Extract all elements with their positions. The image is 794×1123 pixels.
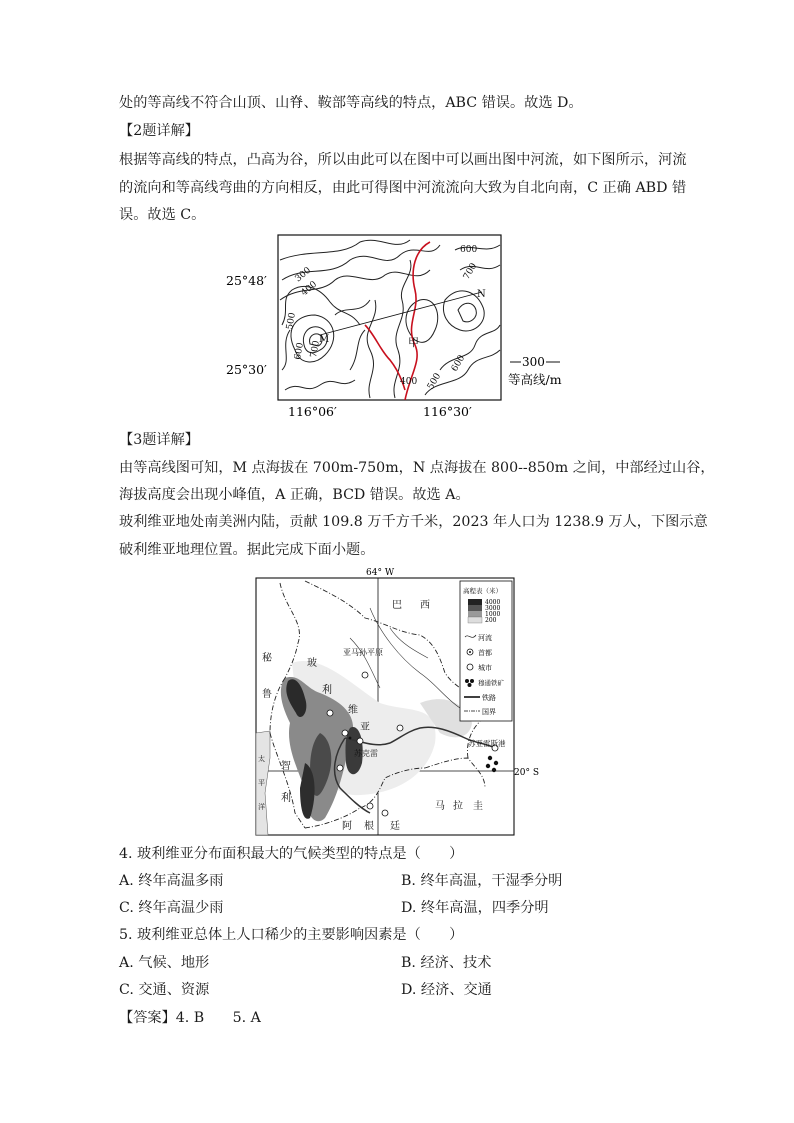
svg-text:鲁: 鲁 (262, 689, 272, 700)
q2-para-2: 的流向和等高线弯曲的方向相反，由此可得图中河流流向大致为自北向南，C 正确 ABD 错 (119, 180, 687, 196)
q4-option-a: A. 终年高温多雨 (119, 873, 224, 889)
q5-option-b: B. 经济、技术 (401, 955, 492, 971)
svg-text:智: 智 (281, 761, 291, 772)
svg-text:600: 600 (293, 341, 306, 361)
svg-text:河流: 河流 (478, 634, 492, 642)
q4-stem: 4. 玻利维亚分布面积最大的气候类型的特点是（ ） (119, 846, 464, 862)
svg-text:廷: 廷 (390, 821, 400, 832)
svg-text:600: 600 (460, 245, 478, 255)
svg-text:洋: 洋 (258, 803, 265, 811)
svg-text:苏亚雷斯港: 苏亚雷斯港 (468, 739, 506, 748)
svg-text:根: 根 (364, 821, 374, 832)
svg-text:利: 利 (281, 793, 291, 804)
q1-tail-text: 处的等高线不符合山顶、山脊、鞍部等高线的特点，ABC 错误。故选 D。 (119, 95, 583, 111)
svg-text:太: 太 (258, 755, 265, 763)
q4-option-b: B. 终年高温，干湿季分明 (401, 873, 563, 889)
svg-text:700: 700 (309, 339, 322, 359)
q2-heading: 【2题详解】 (119, 123, 199, 139)
svg-text:600: 600 (449, 353, 468, 374)
q3-para-1: 由等高线图可知，M 点海拔在 700m-750m，N 点海拔在 800--850m 之间，中部经过山谷， (119, 460, 715, 476)
legend-text: 等高线/m (508, 372, 562, 387)
q5-option-c: C. 交通、资源 (119, 982, 210, 998)
svg-text:维: 维 (348, 705, 358, 716)
map-legend (460, 581, 512, 721)
q2-para-3: 误。故选 C。 (119, 207, 206, 223)
svg-text:城市: 城市 (478, 664, 492, 672)
lon-left-label: 116°06′ (288, 404, 337, 419)
svg-text:秘: 秘 (262, 653, 272, 664)
svg-text:300: 300 (293, 265, 314, 285)
point-m-label: M (319, 334, 330, 345)
answer-line (119, 1008, 261, 1028)
svg-text:500: 500 (425, 371, 444, 392)
svg-text:400: 400 (400, 377, 418, 387)
svg-text:500: 500 (285, 311, 298, 331)
svg-text:马: 马 (435, 801, 445, 812)
jia-label: 甲 (408, 336, 419, 349)
q2-para-1: 根据等高线的特点，凸高为谷，所以由此可以在图中可以画出图中河流，如下图所示，河流 (119, 152, 687, 168)
svg-text:国界: 国界 (482, 708, 496, 716)
svg-text:4000: 4000 (485, 599, 501, 606)
capital-marker (349, 737, 352, 740)
bolivia-intro-2: 破利维亚地理位置。据此完成下面小题。 (119, 542, 375, 558)
legend-value: 300 (522, 355, 545, 369)
q5-option-d: D. 经济、交通 (401, 982, 492, 998)
lon-right-label: 116°30′ (423, 404, 472, 419)
svg-text:亚: 亚 (360, 722, 370, 733)
bolivia-intro-1: 玻利维亚地处南美洲内陆，贡献 109.8 万千方千米，2023 年人口为 1238.9 万人，下图示意 (119, 514, 708, 530)
svg-text:3000: 3000 (485, 605, 501, 612)
svg-text:700: 700 (461, 261, 480, 282)
contour-map-frame (278, 235, 501, 400)
svg-text:穆通铁矿: 穆通铁矿 (478, 679, 504, 687)
q5-option-a: A. 气候、地形 (119, 955, 210, 971)
contour-map-figure (220, 230, 580, 425)
q5-stem: 5. 玻利维亚总体上人口稀少的主要影响因素是（ ） (119, 927, 464, 943)
svg-text:铁路: 铁路 (482, 694, 496, 702)
svg-text:首都: 首都 (478, 649, 492, 657)
svg-text:巴: 巴 (392, 600, 402, 611)
lat-top-label: 25°48′ (226, 273, 267, 288)
answer-text: 4. B 5. A (175, 1010, 261, 1026)
svg-text:玻: 玻 (307, 658, 317, 669)
bolivia-map-figure (250, 563, 550, 838)
svg-text:高程表（米）: 高程表（米） (463, 587, 502, 595)
lon-64w-label: 64° W (366, 568, 395, 578)
q3-para-2: 海拔高度会出现小峰值，A 正确，BCD 错误。故选 A。 (119, 487, 470, 503)
lat-20s-label: 20° S (514, 768, 539, 778)
answer-label: 【答案】 (119, 1010, 176, 1026)
svg-text:利: 利 (322, 685, 332, 696)
svg-text:圭: 圭 (473, 801, 483, 812)
q4-option-c: C. 终年高温少雨 (119, 900, 224, 916)
svg-text:西: 西 (420, 600, 430, 611)
q3-heading: 【3题详解】 (119, 432, 199, 448)
svg-text:苏克雷: 苏克雷 (354, 749, 378, 758)
svg-text:平: 平 (258, 779, 265, 787)
q4-option-d: D. 终年高温，四季分明 (401, 900, 549, 916)
svg-text:阿: 阿 (342, 821, 352, 832)
lat-bottom-label: 25°30′ (226, 362, 267, 377)
svg-text:200: 200 (485, 617, 497, 624)
svg-text:400: 400 (299, 279, 320, 299)
svg-text:1000: 1000 (485, 611, 501, 618)
svg-text:拉: 拉 (453, 801, 463, 812)
svg-text:亚马孙平原: 亚马孙平原 (343, 648, 383, 657)
point-n-label: N (477, 289, 486, 300)
